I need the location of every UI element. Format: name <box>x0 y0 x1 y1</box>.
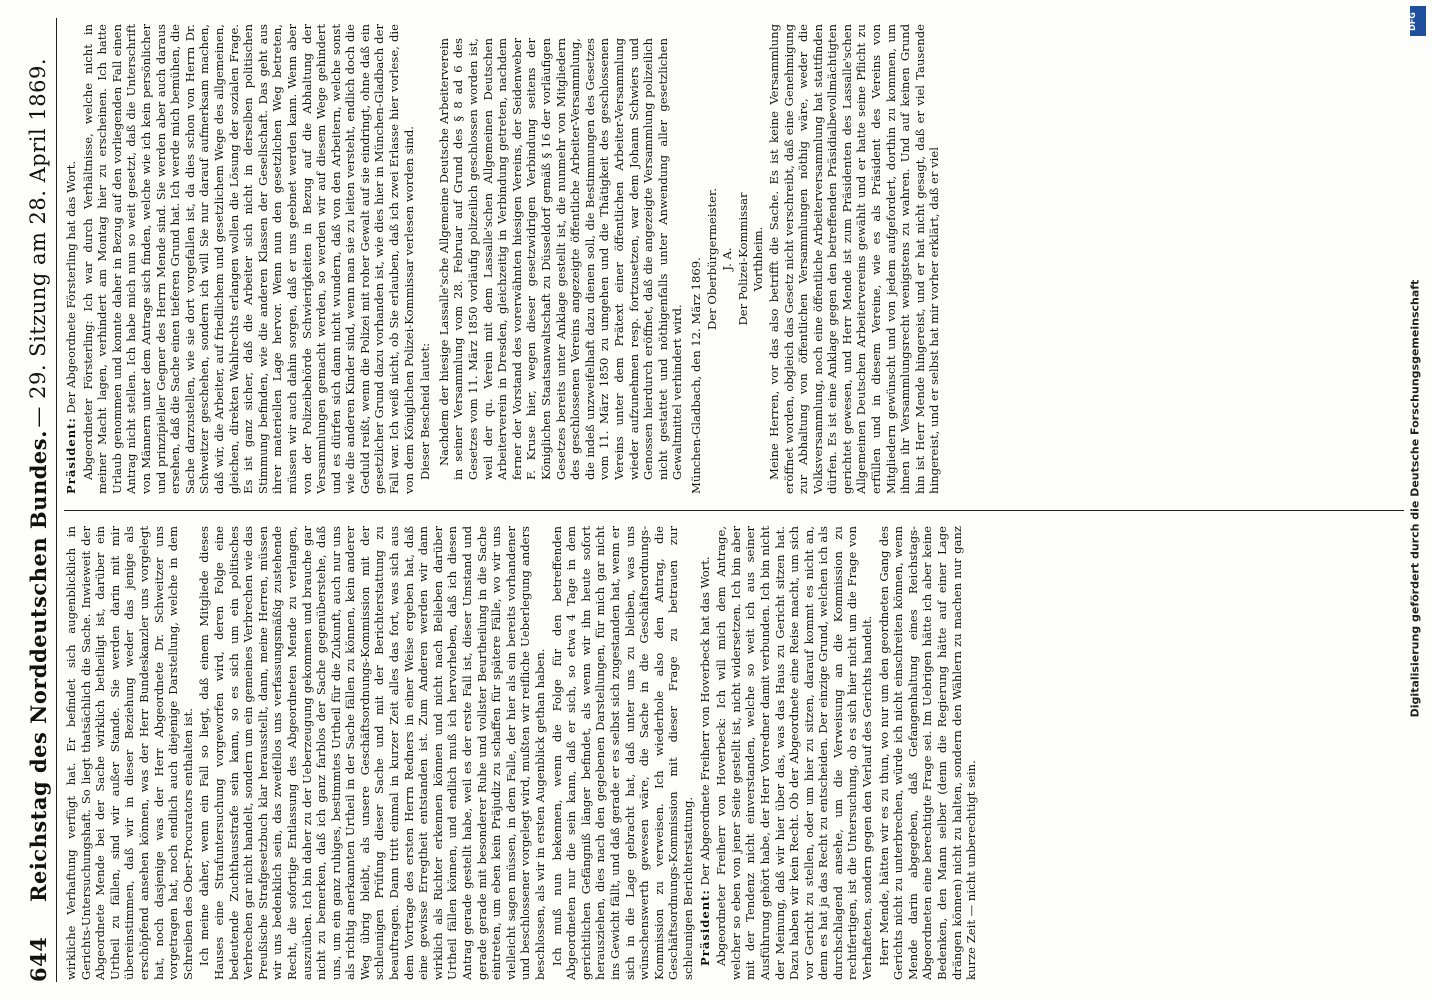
speaker-intro-text: Der Abgeordnete Försterling hat das Wort. <box>64 160 78 414</box>
dfg-logo-text: DFG <box>1407 12 1417 31</box>
paragraph: Ich meine daher, wenn ein Fall so liegt, daß einem Mitgliede dieses Hauses eine Strafuntersuchung vorgeworfen wird, deren Folge eine bedeutende Zuchthausstrafe sein kann, so es sich um ein politisches Verbrechen gar nicht handelt, sondern um ein gemeines Verbrechen wie das Preußische Strafgesetzbuch klar herausstellt, dann, meine Herren, müssen wir uns bedenklich sein, das zweifellos uns verfassungsmäßig zustehende Recht, die sofortige Entlassung des Abgeordneten Mende zu verlangen, auszuüben. Ich bin daher zu der Ueberzeugung gekommen und brauche gar nicht zu bemerken, daß ich ganz farblos der Sache gegenüberstehe, daß uns, um ein ganz ruhiges, bestimmtes Urtheil für die Zukunft, auch nur uns als richtig anerkannten Urtheil in der Sache fällen zu können, kein anderer Weg übrig bleibt, als unsere Geschäftsordnungs-Kommission mit der schleunigen Prüfung dieser Sache und mit der Berichterstattung zu beauftragen. Dann tritt einmal in kurzer Zeit alles das fort, was sich aus dem Vortrage des ersten Herrn Redners in einer Weise ergeben hat, daß eine gewisse Erregtheit entstanden ist. Zum Anderen werden wir dann wirklich als Richter erkennen können und nicht nach Belieben darüber Urtheil fällen können, und endlich muß ich hervorheben, daß ich diesen Antrag gerade gestellt habe, weil es der erste Fall ist, dieser Umstand und gerade gerade mit besonderer Ruhe und vollster Beurtheilung in die Sache eintreten, um eben kein Präjudiz zu schaffen für spätere Fälle, wo wir uns vielleicht sagen müssen, in dem Falle, der hier als ein bereits vorhandener und beschlossener vorgelegt wird, mußten wir reifliche Ueberlegung anders beschlossen, als wir in ersten Augenblick gethan haben. <box>197 526 547 980</box>
signature-place-date: München-Gladbach, den 12. März 1869. <box>688 257 703 494</box>
signature-initials: J. A. <box>720 247 735 271</box>
digitization-footer <box>1404 20 1426 980</box>
page-number: 644 <box>26 936 51 982</box>
paragraph: Ich muß nun bekennen, wenn die Folge für den betreffenden Abgeordneten nur die sein kann, daß er sich, so etwa 4 Tage in dem gerichtlichen Gefängniß länger befindet, als wenn wir ihn heute sofort herausziehen, dies nach den gegebenen Darstellungen, für mich gar nicht ins Gewicht fällt, und daß gerade er es selbst sich zugestanden hat, wenn er sich in die Lage gebracht hat, daß unter uns zu bleiben, was uns wünschenswerth gewesen wäre, die Sache in die Geschäftsordnungs-Kommission zu verweisen. Ich wiederhole also den Antrag, die Geschäftsordnungs-Kommission mit dieser Frage zu betrauen zur schleunigen Berichterstattung. <box>549 526 695 980</box>
paragraph: wirkliche Verhaftung verfügt hat. Er befindet sich augenblicklich in Gerichts-Untersuchungshaft. So liegt thatsächlich die Sache. Inwieweit der Abgeordnete Mende bei der Sache wirklich betheiligt ist, darüber ein Urtheil zu fällen, sind wir außer Stande. Sie werden darin mit mir übereinstimmen, daß wir in dieser Beziehung weder das jenige als erschöpfend ansehen können, was der Herr Bundeskanzler uns vorgelegt hat, noch dasjenige was der Herr Abgeordnete Dr. Schweitzer uns vorgetragen hat, noch endlich auch diejenige Darstellung, welche in dem Schreiben des Ober-Procurators enthalten ist. <box>64 526 195 980</box>
paragraph: Abgeordneter Freiherr von Hoverbeck: Ich will mich dem Antrage, welcher so eben von jener Seite gestellt ist, nicht widersetzen. Ich bin aber mit der Tendenz nicht einverstanden, welche so weit ich aus seiner Ausführung gehört habe, der Herr Vorredner damit verbunden. Ich bin nicht der Meinung, daß wir hier über das, was das Haus zu Gericht sitzen hat. Dazu haben wir kein Recht. Ob der Abgeordnete eine Reise macht, um sich vor Gericht zu stellen, oder um hier zu sitzen, darauf kommt es nicht an, denn es hat ja das Recht zu entscheiden. Der einzige Grund, welchen ich als durchschlagend ansehe, um die Verweisung an die Kommission zu rechtfertigen, ist die Untersuchung, ob es sich hier nicht um die Frage von Verhafteten, sondern gegen den Verlauf des Gerichts handelt. <box>714 526 875 980</box>
paragraph: Abgeordneter Försterling: Ich war durch Verhältnisse, welche nicht in meiner Macht lagen, verhindert am Montag hier zu erscheinen. Ich hatte Urlaub genommen und konnte daher in Bezug auf den vorliegenden Fall einen Antrag nicht stellen. Ich habe mich nun so weit gesetzt, daß die Unterschrift von Männern unter dem Antrage sich finden, welche wie ich kein persönlicher und prinzipieller Gegner des Herrn Mende sind. Sie werden aber auch daraus ersehen, daß die Sache einen tieferen Grund hat. Ich werde mich bemühen, die Sache darzustellen, wie sie dort vorgefallen ist, da dies schon von Herrn Dr. Schweitzer geschehen, sondern ich will Sie nur darauf aufmerksam machen, daß wir, die Arbeiter, auf friedlichem und gesetzlichem Wege des allgemeinen, gleichen, direkten Wahlrechts erlangen wollen die Lösung der sozialen Frage. Es ist ganz sicher, daß die Arbeiter sich nicht in derselben politischen Stimmung befinden, wie die anderen Klassen der Gesellschaft. Das geht aus ihrer materiellen Lage hervor. Wenn nun den gesetzlichen Weg betreten, müssen wir auch dahin sorgen, daß er uns geebnet werden kann. Wenn aber von der Polizeibehörde Schwierigkeiten in Bezug auf die Abhaltung der Versammlungen gemacht werden, so werden wir auf diesem Wege gehindert und es dürfen sich dann nicht wundern, daß von den Arbeitern, welche sonst wie die anderen Kinder sind, wenn man sie zu leiten versteht, endlich doch die Geduld reißt, wenn die Polizei mit roher Gewalt auf sie eindringt, ohne daß ein gesetzlicher Grund dazu vorhanden ist, wie dies hier in München-Gladbach der Fall war. Ich weiß nicht, ob Sie erlauben, daß ich zwei Erlasse hier vorlese, die von dem Königlichen Polizei-Kommissar verlesen worden sind. <box>80 24 416 494</box>
left-column <box>64 526 1426 980</box>
speaker-label: Präsident: <box>64 417 78 494</box>
publication-title: Reichstag des Norddeutschen Bundes. <box>26 430 51 902</box>
session-date: — 29. Sitzung am 28. April 1869. <box>26 58 50 428</box>
digitization-note: Digitalisierung gefördert durch die Deutsche Forschungsgemeinschaft <box>1408 279 1422 718</box>
speaker-intro <box>698 526 713 980</box>
quoted-decree: Nachdem der hiesige Lassalle'sche Allgemeine Deutsche Arbeiterverein in seiner Versammlung vom 28. Februar auf Grund des § 8 ad 6 des Gesetzes vom 11. März 1850 vorläufig polizeilich geschlossen worden ist, weil der qu. Verein mit dem Lassalle'schen Allgemeinen Deutschen Arbeiterverein in Dresden, gleichzeitig in Verbindung getreten, nachdem ferner der Vorstand des vorerwähnten hiesigen Vereins, der Seidenweber F. Kruse hier, wegen dieser gesetzwidrigen Verbindung seitens der Königlichen Staatsanwaltschaft zu Düsseldorf gemäß § 16 der vorläufigen Gesetzes bereits unter Anklage gestellt ist, die nunmehr von Mitgliedern des geschlossenen Vereins angezeigte öffentliche Arbeiter-Versammlung, die indeß unzweifelhaft dazu dienen soll, die Bestimmungen des Gesetzes vom 11. März 1850 zu umgehen und die Thätigkeit des geschlossenen Vereins unter dem Prätext einer öffentlichen Arbeiter-Versammlung wieder aufzunehmen resp. fortzusetzen, war dem Johann Schwiers und Genossen hierdurch eröffnet, daß die angezeigte Versammlung polizeilich nicht gestattet und nöthigenfalls unter Anwendung aller gesetzlichen Gewaltmittel verhindert wird. <box>436 38 685 480</box>
signature-name: Vorthheim. <box>751 226 766 292</box>
speaker-intro <box>64 24 79 494</box>
speaker-label: Präsident: <box>697 889 712 966</box>
paragraph: Herr Mende, hätten wir es zu thun, wo nur um den geordneten Gang des Gerichts nicht zu unterbrechen, würde ich nicht einschreiten können, wenn Mende darin abgegeben, daß Gefangenhaltung eines Reichstags-Abgeordneten eine berechtigte Frage sei. Im Uebrigen hätte ich aber keine Bedenken, den Mann selber (denn die Regierung hätte auf einer Lage drängen können) nicht zu halten, sondern den Wählern zu machen nur ganz kurze Zeit — nicht unberechtigt sein. <box>876 526 979 980</box>
right-column <box>64 24 1426 494</box>
column-divider <box>64 510 1404 511</box>
signature-office: Der Oberbürgermeister. <box>704 188 719 330</box>
paragraph: Meine Herren, vor das also betrifft die Sache. Es ist keine Versammlung eröffnet worden, obgleich das Gesetz nicht verschreibt, daß eine Genehmigung zur Abhaltung von öffentlichen Versammlungen nöthig wäre, weder die Volksversammlung, noch eine öffentliche Arbeiterversammlung hat stattfinden dürfen. Es ist eine Anklage gegen den betreffenden Präsidialbevollmächtigten gerichtet gewesen, und Herr Mende ist zum Präsidenten des Lassalle'schen Allgemeinen Deutschen Arbeitervereins gewählt und er hatte seine Pflicht zu erfüllen und in diesem Vereine, wie es als Präsident des Vereins von Mitgliedern gewünscht und von jedem aufgefordert, dorthin zu kommen, um ihnen ihr Versammlungsrecht wenigstens zu wahren. Und auf keinen Grund hin ist Herr Mende hingereist, und er hat nicht gesagt, daß er viel Tausende hingereist, und er selbst hat mir vorher erklärt, daß er viel <box>766 24 942 494</box>
speaker-intro-text: Der Abgeordnete Freiherr von Hoverbeck hat das Wort. <box>697 556 712 886</box>
paragraph: Dieser Bescheid lautet: <box>418 342 433 480</box>
page-header <box>26 18 57 982</box>
signature-officer: Der Polizei-Kommissar <box>735 192 750 326</box>
